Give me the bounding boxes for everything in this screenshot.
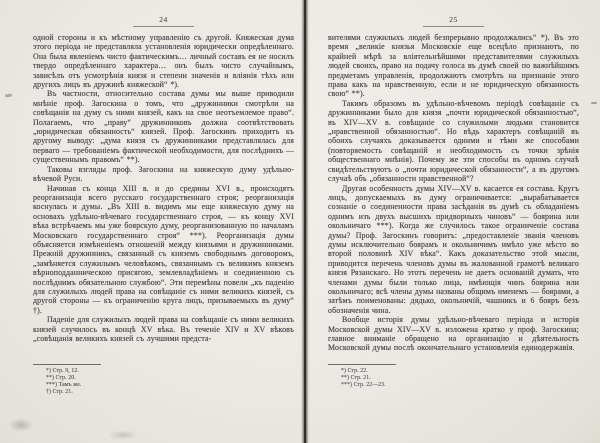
- left-page-body: [33, 33, 294, 379]
- footnote: *) Стр. 22.: [341, 368, 368, 374]
- body-paragraph: Начиная съ конца XIII в. и до средины XVI в., происходятъ реорганизація всего русскаго государственнаго строя; реорганизація коснулась и думы. „Въ XIII в. видимъ мы еще княжескую думу на основахъ удѣльно-вѣчеваго государственнаго строя, — къ концу XVI вѣка встрѣчаемъ мы уже боярскую думу, реорганизованную по началамъ Московскаго государственнаго строя“ ***). Реорганизація думы объясняется измѣненіемъ отношеній между князьями и дружинниками. Прежній дружинникъ, связанный съ княземъ свободнымъ договоромъ, „замѣняется служилымъ человѣкомъ, связаннымъ съ великимъ княземъ вѣрноподданническою присягою, землевладѣніемъ и соединенною съ послѣднимъ обязательною службою“. Эти перемѣны повели „къ паденію для служилыхъ людей права на совѣщаніе съ ними великихъ князей, съ другой стороны — къ ограниченію круга лицъ, призываемыхъ въ думу“ †).: [33, 183, 294, 315]
- body-paragraph: Въ частности, относительно состава думы мы выше приводили мнѣніе проф. Загоскина о томъ, что „дружинники смотрѣли на совѣщанія на думу съ ними князей, какъ на свое неотъемлемое право“. Полагаемъ, что „праву“ дружинниковъ должна соотвѣтствовать „юридическая обязанность“ князей. Проф. Загоскинъ приходитъ къ другому выводу: „дума князя съ дружинниками представлялась для перваго — требованіемъ фактической необходимости, для послѣднихъ — существеннымъ правомъ“ **).: [33, 89, 294, 165]
- body-paragraph: вителями служилыхъ людей безпрерывно продолжались“ *). Въ это время „великіе князья Московскіе еще всецѣло признаютъ, по крайней мѣрѣ за вліятельнѣйшими представителями служилыхъ людей своихъ, право на подачу голоса въ думѣ своей по важнѣйшимъ предметамъ управленія, продолжаютъ смотрѣть на признаніе этого права какъ на нравственную, если и не юридическую обязанность свою“ **).: [328, 33, 579, 99]
- body-paragraph: Таковы взгляды проф. Загоскина на княжескую думу удѣльно-вѣчевой Руси.: [33, 164, 294, 184]
- right-page-header: [328, 9, 579, 26]
- footnote: **) Стр. 20.: [46, 375, 76, 381]
- left-page-header: [33, 9, 294, 26]
- right-page: [328, 9, 579, 388]
- right-page-footnotes: [328, 368, 579, 389]
- body-paragraph: Паденіе для служилыхъ людей права на совѣщаніе съ ними великихъ князей случилось въ концѣ XV вѣка. Въ теченіе XIV и XV вѣковъ „совѣщанія великихъ князей съ лучшими предста-: [33, 315, 294, 343]
- footnote: †) Стр. 21.: [46, 389, 73, 395]
- footnote-separator-rule: [328, 364, 396, 365]
- body-paragraph: Вообще исторія думы удѣльно-вѣчеваго періода и исторія Московской думы XIV—XV в. изложена кратко у проф. Загоскина; главное вниманіе обращено на организацію и дѣятельность Московской думы послѣ окончательнаго установленія единодержавія.: [328, 315, 579, 353]
- footnote: ***) Тамъ же.: [46, 382, 82, 388]
- left-page: [33, 9, 294, 395]
- body-paragraph: Такимъ образомъ въ удѣльно-вѣчевомъ періодѣ совѣщаніе съ дружинниками было для князя „почти юридической обязанностью“, въ XIV—XV в. совѣщаніе со служилыми людьми становится „нравственной обязанностью“. Но вѣдь характеръ совѣщаній въ обоихъ случаяхъ доказывается одними и тѣми же способами (повторяемость совѣщаній и необходимость съ точки зрѣнія общественнаго мнѣнія). Почему же эти способы въ одномъ случаѣ свидѣтельствуютъ о „почти юридической обязанности“, а въ другомъ случаѣ объ „обязанности нравственной“?: [328, 98, 579, 184]
- body-paragraph: Другая особенность думы XIV—XV в. касается ея состава. Кругъ лицъ, допускаемыхъ въ думу ограничивается: „вырабатывается сознаніе о соединенности права засѣданія въ думѣ съ обладаніемъ однимъ изъ двухъ высшихъ придворныхъ чиновъ“ — боярина или окольничаго ***). Когда же случилось такое ограниченіе состава думы? Проф. Загоскинъ говоритъ: „предоставленіе званія членовъ думы исключительно боярамъ и окольничимъ имѣло уже мѣсто во второй половинѣ XIV вѣка“. Какъ доказательство этой мысли, приводится перечень членовъ думы въ жалованной грамотѣ великаго князя Рязанскаго. Но этотъ перечень не даетъ основаній думать, что членами думы были только лица, имѣющія чинъ боярина или окольничаго; всѣ члены думы названы общимъ именемъ — боярами, а затѣмъ поименованы: дядько, окольничій, чашникъ и 6 бояръ безъ обозначенія чина.: [328, 183, 579, 315]
- right-page-body: [328, 33, 579, 379]
- book-binding-gutter-shadow: [301, 0, 309, 443]
- footnote-separator-rule: [33, 364, 101, 365]
- footnote: ***) Стр. 22—23.: [341, 382, 386, 388]
- right-page-number: 25: [423, 15, 484, 27]
- body-paragraph: одной стороны и къ мѣстному управленію съ другой. Княжеская дума этого періода не представляла установленія юридически опредѣленнаго. Она была явленіемъ чисто фактическимъ… личный составъ ея не носилъ твердо опредѣленнаго характера… онъ былъ чисто случайнымъ, зависѣлъ отъ усмотрѣнія князя и степени значенія и вліянія тѣхъ или другихъ лицъ въ дружинѣ княжеской“ *).: [33, 33, 294, 90]
- footnote: *) Стр. 9, 12.: [46, 368, 79, 374]
- left-page-number: 24: [133, 15, 194, 27]
- footnote: **) Стр. 21.: [341, 375, 371, 381]
- left-footnote-block: [33, 364, 294, 396]
- right-footnote-block: [328, 364, 579, 389]
- left-page-footnotes: [33, 368, 294, 396]
